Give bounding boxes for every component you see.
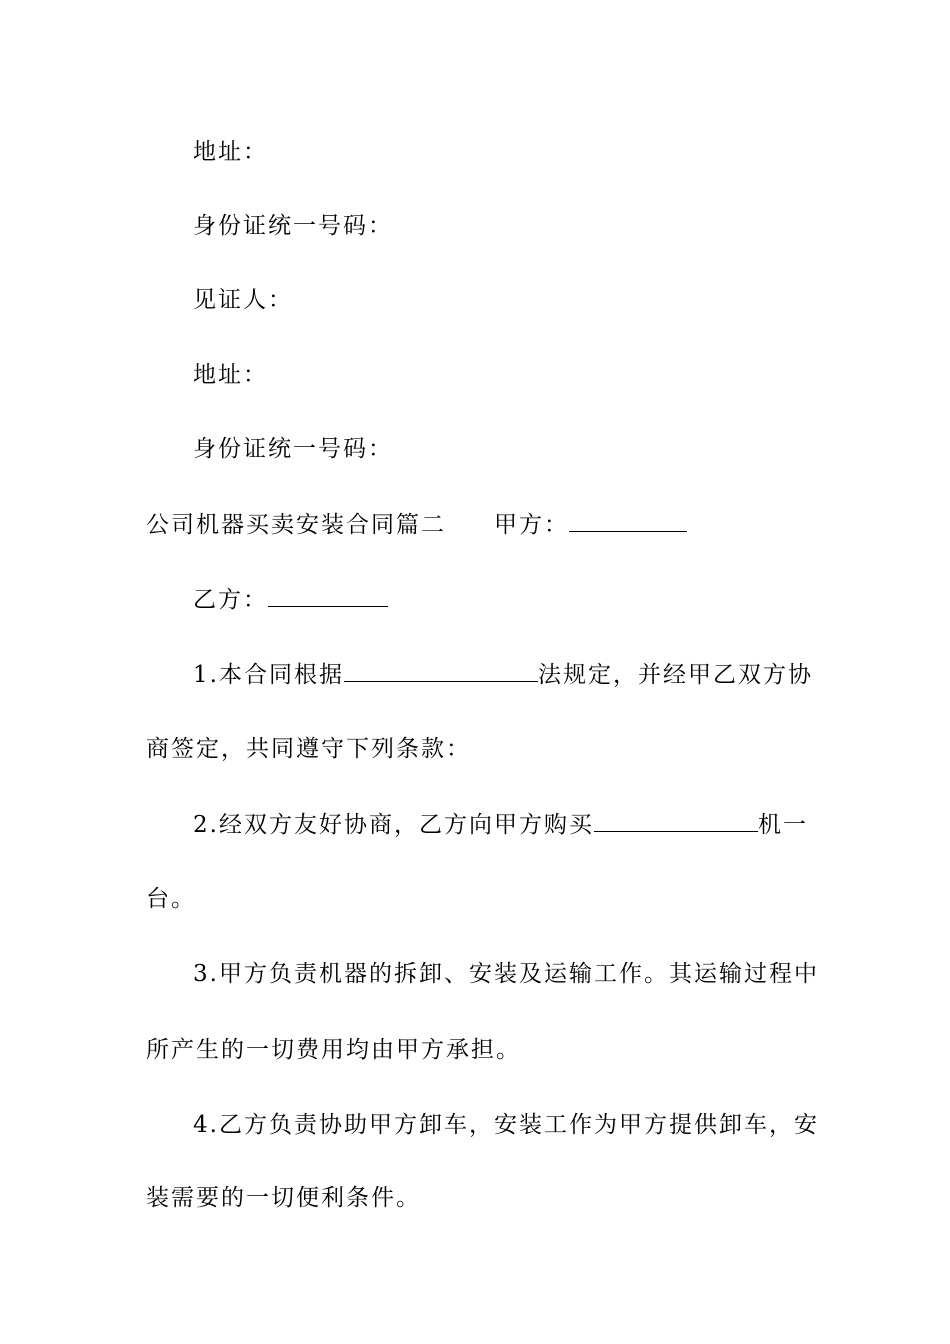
clause-4-continuation: 装需要的一切便利条件。 <box>146 1185 421 1211</box>
machine-name-blank <box>594 809 758 832</box>
witness-label: 见证人： <box>193 287 293 313</box>
address-label-1: 地址： <box>193 139 268 165</box>
clause-2-start: 2.经双方友好协商，乙方向甲方购买 <box>193 812 594 838</box>
party-b-label: 乙方： <box>193 587 268 613</box>
id-number-label-2: 身份证统一号码： <box>193 436 393 462</box>
party-a-blank <box>569 509 687 532</box>
clause-2-continuation: 台。 <box>146 886 196 912</box>
party-b-blank <box>268 584 388 607</box>
clause-2-line <box>193 809 808 840</box>
address-label-2: 地址： <box>193 362 268 388</box>
clause-4-line: 4.乙方负责协助甲方卸车，安装工作为甲方提供卸车，安 <box>193 1112 819 1138</box>
clause-2-end: 机一 <box>757 812 808 838</box>
clause-1-end: 法规定，并经甲乙双方协 <box>537 662 813 688</box>
party-a-label: 甲方： <box>494 512 569 538</box>
section-title: 公司机器买卖安装合同篇二 <box>146 512 446 538</box>
clause-3-continuation: 所产生的一切费用均由甲方承担。 <box>146 1037 521 1063</box>
law-name-blank <box>344 659 538 682</box>
clause-1-start: 1.本合同根据 <box>193 662 344 688</box>
clause-3-line: 3.甲方负责机器的拆卸、安装及运输工作。其运输过程中 <box>193 961 819 987</box>
section-heading-line <box>146 509 687 540</box>
id-number-label-1: 身份证统一号码： <box>193 213 393 239</box>
clause-1-continuation: 商签定，共同遵守下列条款： <box>146 736 471 762</box>
party-b-line <box>193 584 388 615</box>
clause-1-line <box>193 659 813 690</box>
